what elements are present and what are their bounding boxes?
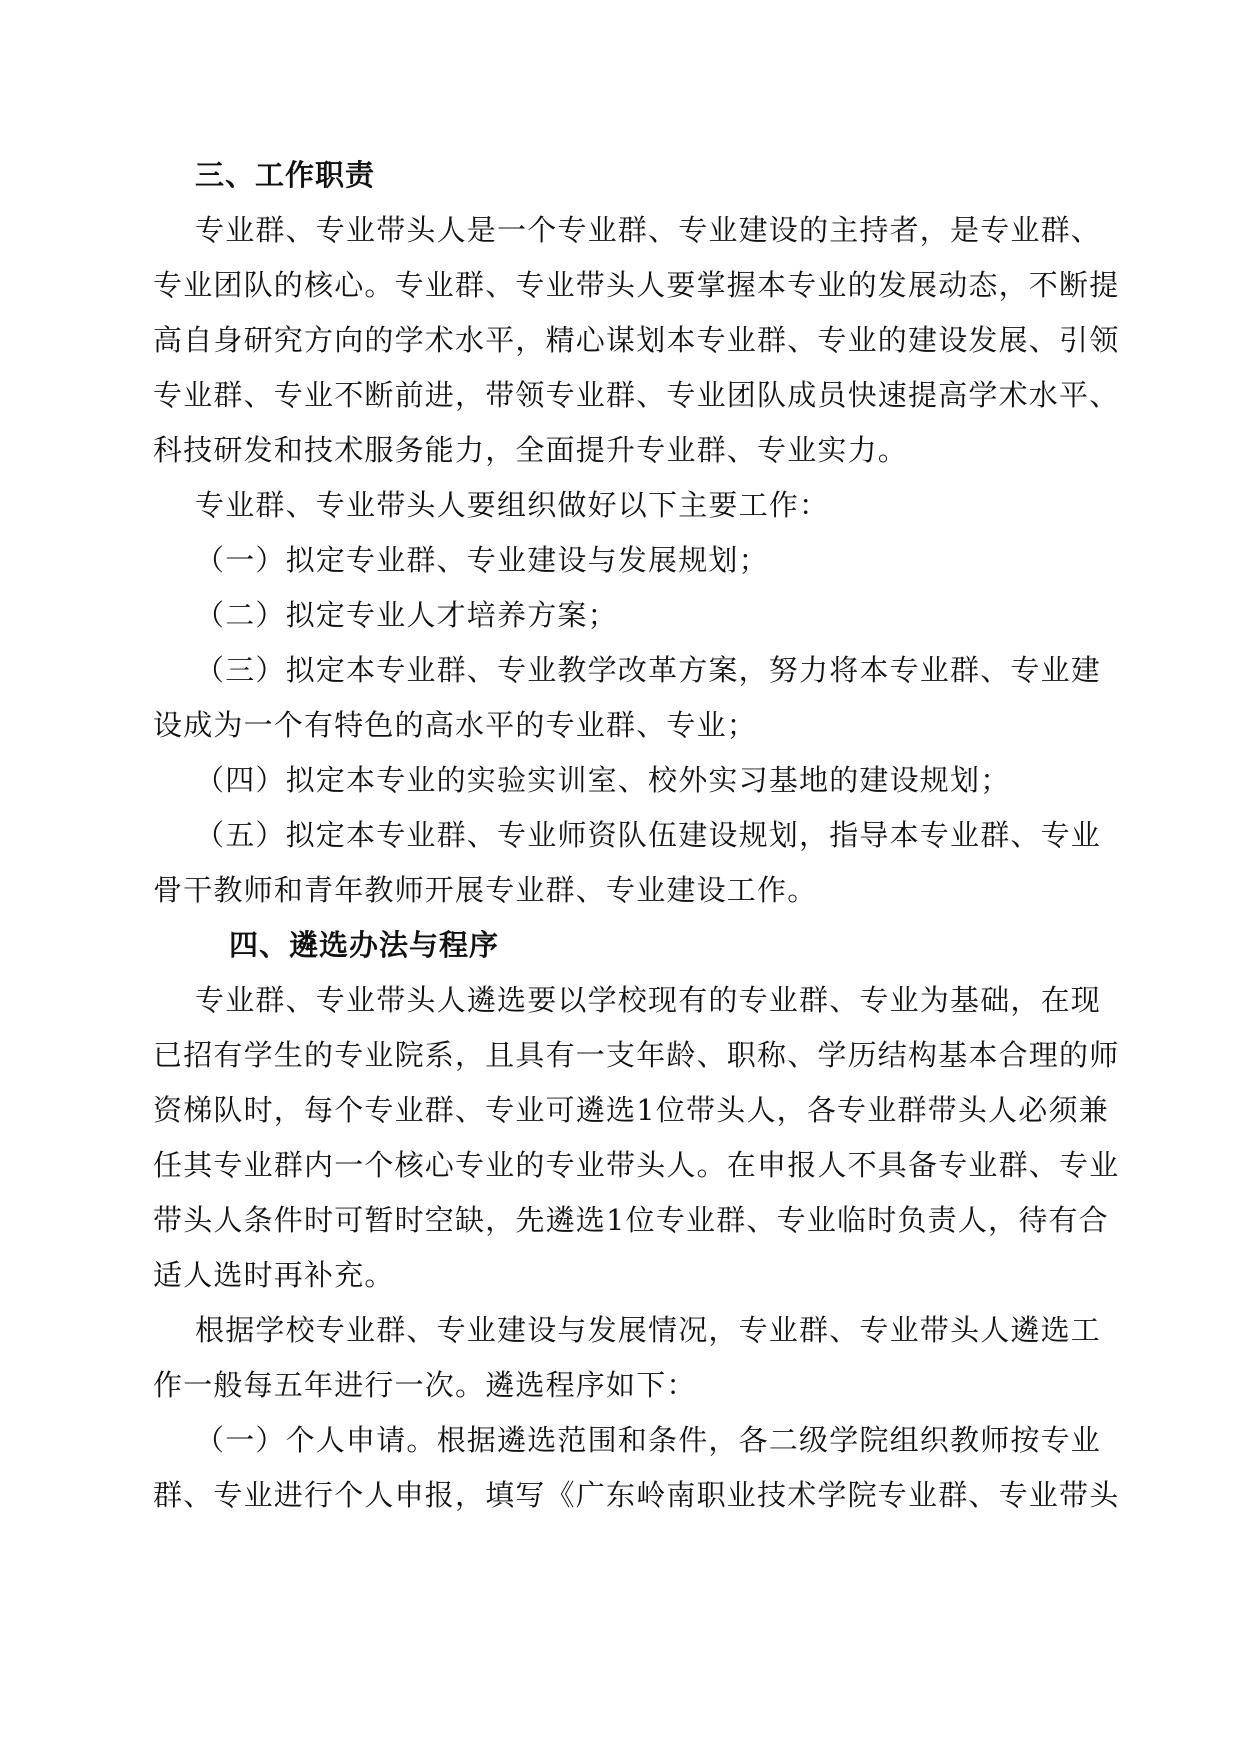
text-line: （五）拟定本专业群、专业师资队伍建设规划，指导本专业群、专业 (195, 818, 1102, 852)
text-line: （一）个人申请。根据遴选范围和条件，各二级学院组织教师按专业 (195, 1423, 1102, 1457)
text-line: 专业群、专业带头人遴选要以学校现有的专业群、专业为基础，在现 (195, 983, 1102, 1017)
text-line: 资梯队时，每个专业群、专业可遴选1位带头人，各专业群带头人必须兼 (153, 1093, 1109, 1127)
section3-paragraph-2 (153, 478, 1093, 533)
section-heading-3: 三、工作职责 (195, 158, 376, 192)
text-line: 任其专业群内一个核心专业的专业带头人。在申报人不具备专业群、专业 (153, 1148, 1120, 1182)
text-line: （四）拟定本专业的实验实训室、校外实习基地的建设规划； (195, 763, 1011, 797)
text-line: 专业群、专业不断前进，带领专业群、专业团队成员快速提高学术水平、 (153, 378, 1120, 412)
text-line: （二）拟定专业人才培养方案； (195, 598, 618, 632)
text-line: 骨干教师和青年教师开展专业群、专业建设工作。 (153, 873, 818, 907)
text-line: 适人选时再补充。 (153, 1258, 395, 1292)
document-page (153, 148, 1120, 1523)
section3-item-1 (153, 533, 1093, 588)
text-line: 专业群、专业带头人是一个专业群、专业建设的主持者，是专业群、 (195, 213, 1102, 247)
section3-item-4 (153, 753, 1093, 808)
text-line: 根据学校专业群、专业建设与发展情况，专业群、专业带头人遴选工 (195, 1313, 1102, 1347)
section4-paragraph-2 (153, 1303, 1102, 1413)
section4-item-1 (153, 1413, 1120, 1523)
text-line: 科技研发和技术服务能力，全面提升专业群、专业实力。 (153, 433, 909, 467)
section3-item-2 (153, 588, 1093, 643)
text-line: （三）拟定本专业群、专业教学改革方案，努力将本专业群、专业建 (195, 653, 1102, 687)
text-line: （一）拟定专业群、专业建设与发展规划； (195, 543, 769, 577)
section-heading-4: 四、遴选办法与程序 (229, 928, 500, 962)
section3-paragraph-1 (153, 203, 1120, 478)
text-line: 作一般每五年进行一次。遴选程序如下： (153, 1368, 697, 1402)
text-line: 专业团队的核心。专业群、专业带头人要掌握本专业的发展动态，不断提 (153, 268, 1120, 302)
text-line: 高自身研究方向的学术水平，精心谋划本专业群、专业的建设发展、引领 (153, 323, 1120, 357)
section3-item-5 (153, 808, 1102, 918)
text-line: 群、专业进行个人申报，填写《广东岭南职业技术学院专业群、专业带头 (153, 1478, 1120, 1512)
section3-item-3 (153, 643, 1102, 753)
text-line: 已招有学生的专业院系，且具有一支年龄、职称、学历结构基本合理的师 (153, 1038, 1120, 1072)
text-line: 专业群、专业带头人要组织做好以下主要工作： (195, 488, 830, 522)
text-line: 带头人条件时可暂时空缺，先遴选1位专业群、专业临时负责人，待有合 (153, 1203, 1109, 1237)
text-line: 设成为一个有特色的高水平的专业群、专业； (153, 708, 758, 742)
section4-paragraph-1 (153, 973, 1120, 1303)
